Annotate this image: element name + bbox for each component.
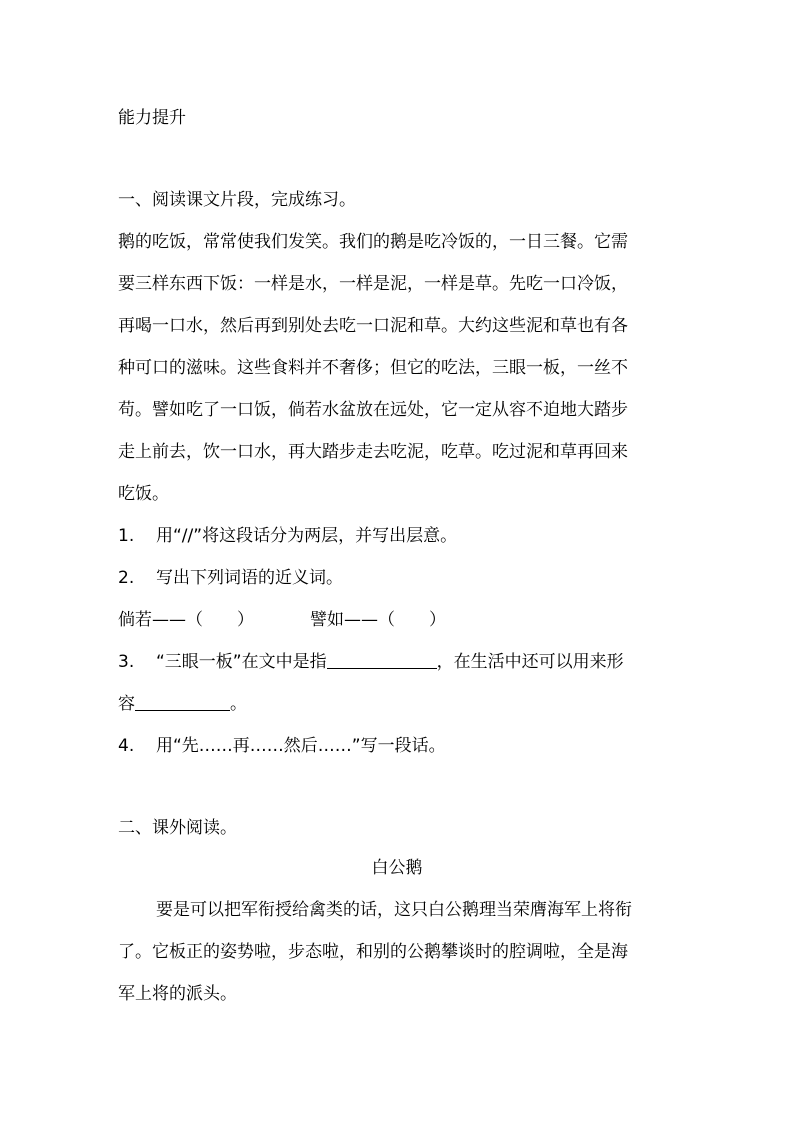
question-text: 。 [230,694,247,714]
question-number: 2. [118,568,135,588]
part1-heading: 一、阅读课文片段，完成练习。 [118,190,356,210]
question-2 [118,566,343,590]
passage-line-3: 再喝一口水，然后再到别处去吃一口泥和草。大约这些泥和草也有各 [118,316,628,336]
question-3 [118,650,624,674]
article-line-1: 要是可以把军衔授给禽类的话，这只白公鹅理当荣膺海军上将衔 [156,900,632,920]
article-title: 白公鹅 [371,858,423,878]
passage-line-4: 种可口的滋味。这些食料并不奢侈；但它的吃法，三眼一板，一丝不 [118,358,628,378]
passage-line-6: 走上前去，饮一口水，再大踏步走去吃泥，吃草。吃过泥和草再回来 [118,442,628,462]
question-4 [118,734,446,758]
article-line-2: 了。它板正的姿势啦，步态啦，和别的公鹅攀谈时的腔调啦，全是海 [118,942,628,962]
question-number: 1. [118,526,135,546]
question-text: “三眼一板”在文中是指 [156,652,327,672]
question-3-cont [118,692,247,716]
question-1 [118,524,457,548]
question-text-cont: ，在生活中还可以用来形 [436,652,624,672]
section-title: 能力提升 [118,108,186,128]
question-text: 写出下列词语的近义词。 [156,568,343,588]
synonym-pair-2: 譬如——（ ） [310,610,446,630]
question-number: 4. [118,736,135,756]
synonym-pair-1: 倘若——（ ） [118,610,254,630]
question-number: 3. [118,652,135,672]
article-line-3: 军上将的派头。 [118,984,237,1004]
passage-line-2: 要三样东西下饭：一样是水，一样是泥，一样是草。先吃一口冷饭， [118,274,628,294]
passage-line-5: 苟。譬如吃了一口饭，倘若水盆放在远处，它一定从容不迫地大踏步 [118,400,628,420]
passage-line-1: 鹅的吃饭，常常使我们发笑。我们的鹅是吃冷饭的，一日三餐。它需 [118,232,628,252]
synonym-row [118,608,446,632]
answer-blank[interactable] [327,650,437,669]
question-text: 用“先……再……然后……”写一段话。 [156,736,446,756]
part2-heading: 二、课外阅读。 [118,818,237,838]
question-text: 用“//”将这段话分为两层，并写出层意。 [156,526,458,546]
answer-blank[interactable] [135,692,230,711]
question-text: 容 [118,694,135,714]
passage-line-7: 吃饭。 [118,484,169,504]
